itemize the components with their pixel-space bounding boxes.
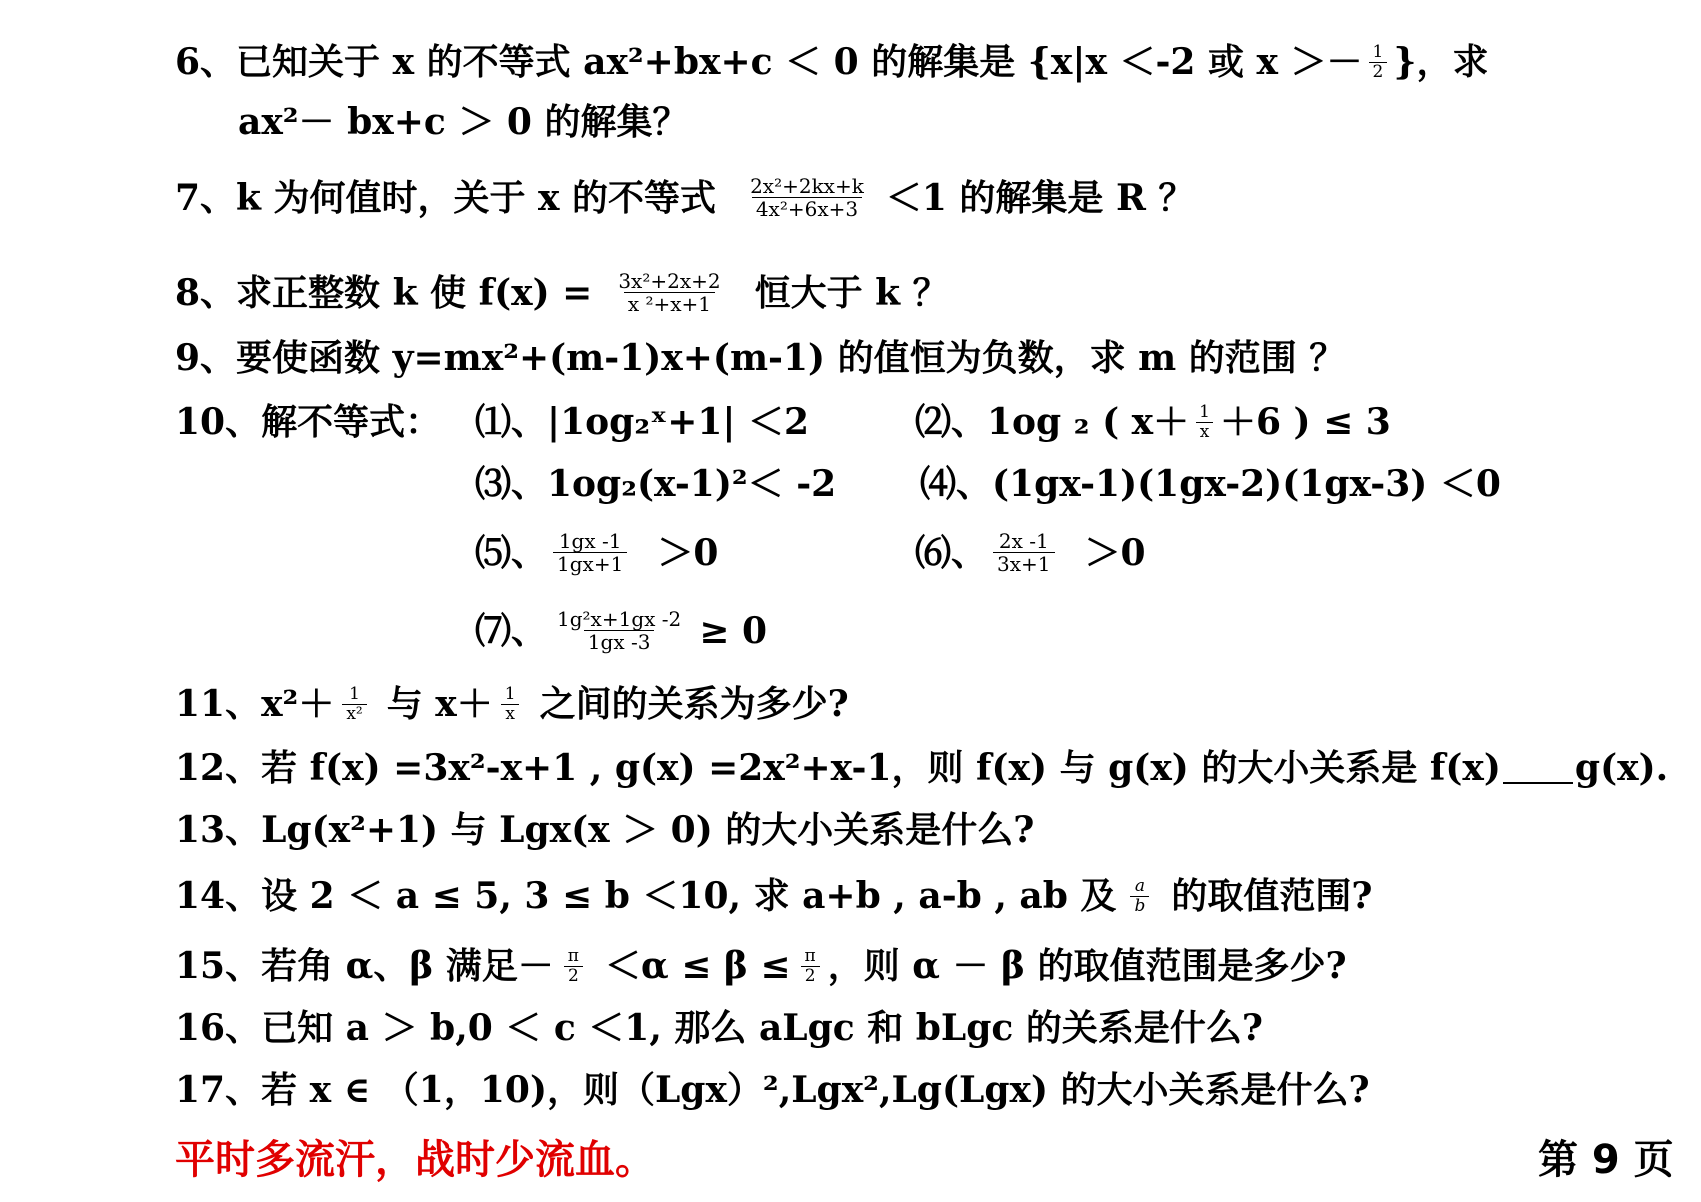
q14-text-b: 的取值范围? [1171, 875, 1373, 917]
q10-p2-text-b: ＋6 ) ≤ 3 [1219, 401, 1391, 443]
q11-text-c: 之间的关系为多少? [539, 683, 849, 725]
q10-p2-frac-num: 1 [1199, 401, 1210, 422]
q17-text: 17、若 x ∈ （1，10)，则（Lgx）²,Lgx²,Lg(Lgx) 的大小关系是什么? [175, 1069, 1370, 1111]
q8-frac-den: x ²+x+1 [624, 292, 715, 315]
q10-p6-text-a: ⑹、 [915, 531, 988, 574]
q6-frac-den: 2 [1369, 62, 1388, 82]
question-13 [175, 808, 1034, 852]
q6-fraction [1369, 43, 1388, 82]
question-6-line-2 [238, 100, 688, 144]
q10-p4-text: ⑷、(1gx-1)(1gx-2)(1gx-3) ＜0 [920, 463, 1501, 505]
question-9 [175, 336, 1345, 380]
q10-part-1 [475, 400, 809, 444]
q15-frac1-den: 2 [564, 966, 583, 986]
q10-p7-text-b: ≥ 0 [699, 609, 767, 652]
motto: 平时多流汗，战时少流血。 [175, 1136, 655, 1183]
q7-text-b: ＜1 的解集是 R ？ [885, 176, 1195, 219]
question-10-heading [175, 400, 441, 444]
q7-frac-num: 2x²+2kx+k [750, 174, 864, 198]
q15-text-c: ，则 α － β 的取值范围是多少? [827, 945, 1347, 987]
q10-p5-fraction [553, 530, 627, 575]
q12-text-b: g(x). [1574, 747, 1669, 789]
q15-text-a: 15、若角 α、β 满足－ [175, 945, 554, 987]
q14-fraction [1130, 877, 1149, 916]
q14-text-a: 14、设 2 ＜ a ≤ 5, 3 ≤ b ＜10, 求 a+b , a-b , ab 及 [175, 875, 1117, 917]
q10-p5-text-a: ⑸、 [475, 531, 548, 574]
q14-frac-num: a [1134, 875, 1145, 896]
q6-text-a: 6、已知关于 x 的不等式 ax²+bx+c ＜ 0 的解集是 {x|x ＜-2 或 x ＞－ [175, 41, 1363, 83]
q10-p3-text: ⑶、1og₂(x-1)²＜ -2 [475, 463, 837, 505]
q10-p2-text-a: ⑵、1og ₂ ( x＋ [915, 401, 1190, 443]
q10-p2-fraction [1195, 403, 1214, 442]
question-6-line-1 [175, 40, 1488, 84]
q10-p5-frac-num: 1gx -1 [558, 529, 622, 553]
question-17 [175, 1068, 1370, 1112]
q6-text-c: ax²－ bx+c ＞ 0 的解集？ [238, 101, 689, 143]
q10-p6-fraction [993, 530, 1055, 575]
question-7 [175, 175, 1194, 220]
q15-frac2-num: π [804, 945, 816, 966]
q16-text: 16、已知 a ＞ b,0 ＜ c ＜1, 那么 aLgc 和 bLgc 的关系是什么? [175, 1007, 1263, 1049]
q6-frac-num: 1 [1372, 41, 1384, 62]
question-15 [175, 944, 1347, 988]
q12-text-a: 12、若 f(x) =3x²-x+1 , g(x) =2x²+x-1，则 f(x) 与 g(x) 的大小关系是 f(x) [175, 747, 1501, 789]
q10-head: 10、解不等式： [175, 401, 442, 443]
question-11 [175, 682, 849, 726]
q10-p7-frac-den: 1gx -3 [584, 630, 655, 653]
q10-part-6 [915, 530, 1146, 575]
q15-text-b: ＜α ≤ β ≤ [604, 945, 791, 987]
q11-fraction-1 [342, 685, 366, 724]
q8-frac-num: 3x²+2x+2 [618, 269, 721, 293]
q10-part-7 [475, 608, 767, 653]
answer-blank[interactable] [1503, 752, 1573, 784]
q10-p6-text-b: ＞0 [1084, 531, 1146, 574]
q11-frac2-num: 1 [504, 683, 516, 704]
q10-part-4 [920, 462, 1501, 506]
q10-p7-frac-num: 1g²x+1gx -2 [557, 607, 682, 631]
q15-frac1-num: π [567, 945, 579, 966]
q8-text-a: 8、求正整数 k 使 f(x) = [175, 271, 593, 314]
q10-p5-text-b: ＞0 [657, 531, 719, 574]
q10-part-2 [915, 400, 1391, 444]
q10-p6-frac-num: 2x -1 [998, 529, 1049, 553]
q7-text-a: 7、k 为何值时，关于 x 的不等式 [175, 176, 717, 219]
q11-fraction-2 [501, 685, 520, 724]
q10-part-3 [475, 462, 836, 506]
q15-fraction-1 [564, 947, 583, 986]
q8-text-b: 恒大于 k ？ [754, 271, 949, 314]
q8-fraction [614, 270, 724, 315]
question-12 [175, 746, 1668, 790]
q7-fraction [746, 175, 868, 220]
q10-p1-text: ⑴、|1og₂ˣ+1| ＜2 [475, 401, 810, 443]
q10-p7-fraction [553, 608, 685, 653]
q15-frac2-den: 2 [801, 966, 820, 986]
q10-p5-frac-den: 1gx+1 [553, 552, 627, 575]
q10-p2-frac-den: x [1196, 422, 1214, 442]
q10-part-5 [475, 530, 718, 575]
q11-frac2-den: x [501, 704, 519, 724]
q15-fraction-2 [801, 947, 820, 986]
q10-p6-frac-den: 3x+1 [993, 552, 1055, 575]
question-8 [175, 270, 949, 315]
question-16 [175, 1006, 1263, 1050]
q11-frac1-num: 1 [349, 683, 360, 704]
question-14 [175, 874, 1372, 918]
q11-text-a: 11、x²＋ [175, 683, 335, 725]
q10-p7-text-a: ⑺、 [475, 609, 548, 652]
q6-text-b: }，求 [1393, 41, 1489, 83]
q13-text: 13、Lg(x²+1) 与 Lgx(x ＞ 0) 的大小关系是什么? [175, 809, 1035, 851]
q9-text: 9、要使函数 y=mx²+(m-1)x+(m-1) 的值恒为负数，求 m 的范围 ？ [175, 337, 1346, 379]
q11-frac1-den: x² [342, 704, 366, 724]
q14-frac-den: b [1130, 896, 1149, 916]
q11-text-b: 与 x＋ [386, 683, 493, 725]
page-number: 第 9 页 [1538, 1137, 1674, 1183]
q7-frac-den: 4x²+6x+3 [752, 197, 862, 220]
